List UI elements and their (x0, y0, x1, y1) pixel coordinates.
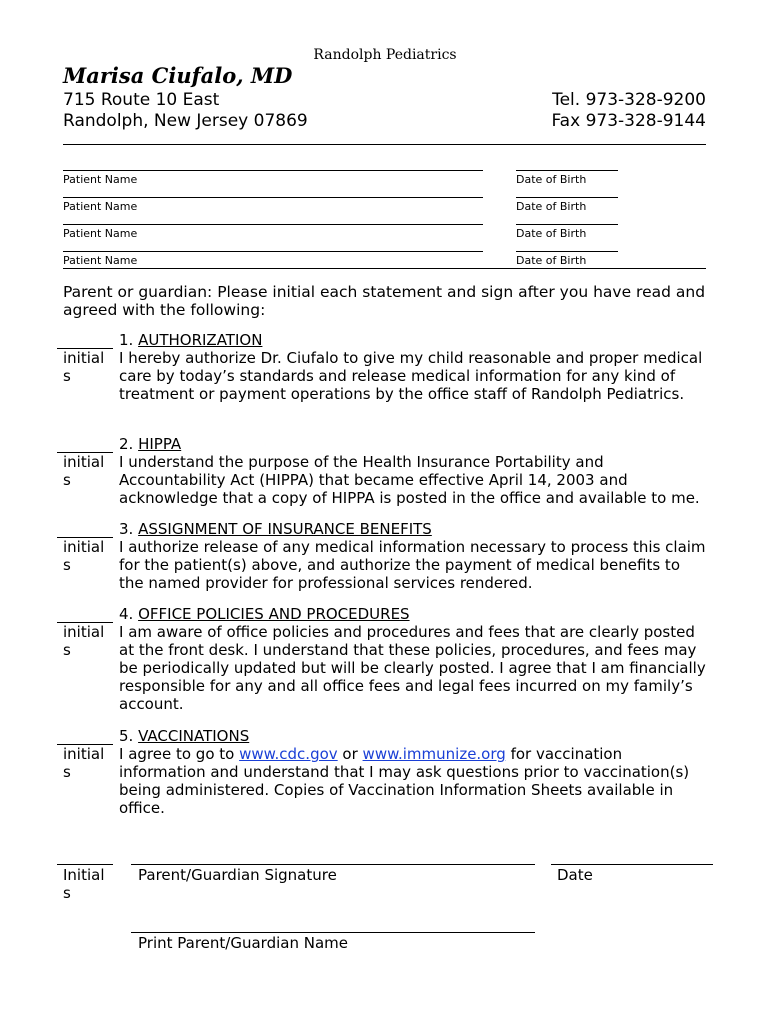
patient-name-label: Patient Name (63, 227, 138, 240)
address-line-1: 715 Route 10 East (63, 90, 220, 110)
patient-name-line[interactable] (63, 170, 483, 171)
immunize-link[interactable]: www.immunize.org (362, 745, 506, 763)
text-mid: or (337, 745, 363, 763)
section-office-policies (57, 605, 707, 713)
section-text: I authorize release of any medical information necessary to process this claim for the patient(s) above, and authorize the payment of medical benefits to the named provider for professional services rendered. (119, 538, 706, 592)
section-title: VACCINATIONS (138, 727, 250, 745)
section-title: OFFICE POLICIES AND PROCEDURES (138, 605, 410, 623)
section-title: ASSIGNMENT OF INSURANCE BENEFITS (138, 520, 432, 538)
dob-line[interactable] (516, 197, 618, 198)
patients-divider (63, 268, 706, 269)
print-name-label: Print Parent/Guardian Name (138, 934, 348, 952)
dob-line[interactable] (516, 251, 618, 252)
section-title: HIPPA (138, 435, 182, 453)
address-line-2: Randolph, New Jersey 07869 (63, 111, 308, 131)
initials-label-line1: initial (63, 453, 105, 471)
text-after: for vaccination information and understand that I may ask questions prior to vaccination(s) being administered. Copies of Vaccination Information Sheets available in office. (119, 745, 690, 817)
parent-signature-label: Parent/Guardian Signature (138, 866, 337, 884)
section-number: 2. (119, 435, 134, 453)
dob-label: Date of Birth (516, 173, 587, 186)
cdc-link[interactable]: www.cdc.gov (239, 745, 338, 763)
initials-label-line1: Initial (63, 866, 105, 884)
header-divider (63, 144, 706, 145)
patient-name-label: Patient Name (63, 173, 138, 186)
date-label: Date (557, 866, 593, 884)
patient-name-label: Patient Name (63, 254, 138, 267)
section-text: I understand the purpose of the Health Insurance Portability and Accountability Act (HIPPA) that became effective April 14, 2003 and acknowledge that a copy of HIPPA is posted in the office and available to me. (119, 453, 700, 507)
initials-label (63, 866, 113, 902)
patient-name-line[interactable] (63, 251, 483, 252)
section-title: AUTHORIZATION (138, 331, 263, 349)
initials-label-line2: s (63, 556, 71, 574)
parent-signature-line[interactable] (131, 864, 535, 865)
section-text (119, 745, 707, 817)
patient-table (63, 170, 706, 270)
initials-label (63, 349, 109, 385)
initials-label-line1: initial (63, 538, 105, 556)
initials-label-line2: s (63, 471, 71, 489)
initials-label-line1: initial (63, 745, 105, 763)
section-text: I am aware of office policies and procedures and fees that are clearly posted at the front desk. I understand that these policies, procedures, and fees may be periodically updated but will be clearly posted. I agree that I am financially responsible for any and all office fees and legal fees incurred on my family’s account. (119, 623, 706, 713)
initials-label (63, 453, 109, 489)
patient-name-line[interactable] (63, 197, 483, 198)
dob-label: Date of Birth (516, 227, 587, 240)
patient-name-label: Patient Name (63, 200, 138, 213)
section-number: 3. (119, 520, 134, 538)
intro-text: Parent or guardian: Please initial each statement and sign after you have read and agreed with the following: (63, 283, 706, 319)
initials-label-line1: initial (63, 349, 105, 367)
dob-label: Date of Birth (516, 200, 587, 213)
initials-label-line2: s (63, 884, 71, 902)
initials-label-line2: s (63, 763, 71, 781)
section-number: 5. (119, 727, 134, 745)
section-number: 1. (119, 331, 134, 349)
section-number: 4. (119, 605, 134, 623)
dob-label: Date of Birth (516, 254, 587, 267)
fax: Fax 973-328-9144 (551, 111, 706, 131)
section-hippa (57, 435, 707, 507)
doctor-name: Marisa Ciufalo, MD (63, 63, 293, 88)
initials-signature-line[interactable] (57, 864, 113, 865)
dob-line[interactable] (516, 170, 618, 171)
initials-label (63, 745, 109, 781)
patient-name-line[interactable] (63, 224, 483, 225)
telephone: Tel. 973-328-9200 (552, 90, 706, 110)
initials-label-line2: s (63, 641, 71, 659)
dob-line[interactable] (516, 224, 618, 225)
section-insurance-benefits (57, 520, 707, 592)
date-line[interactable] (551, 864, 713, 865)
initials-label-line2: s (63, 367, 71, 385)
section-vaccinations (57, 727, 707, 817)
section-authorization (57, 331, 707, 403)
text-before: I agree to go to (119, 745, 240, 763)
initials-label-line1: initial (63, 623, 105, 641)
initials-label (63, 538, 109, 574)
initials-label (63, 623, 109, 659)
section-text: I hereby authorize Dr. Ciufalo to give my child reasonable and proper medical care by today’s standards and release medical information for any kind of treatment or payment operations by the office staff of Randolph Pediatrics. (119, 349, 703, 403)
print-name-line[interactable] (131, 932, 535, 933)
practice-name: Randolph Pediatrics (313, 47, 457, 63)
